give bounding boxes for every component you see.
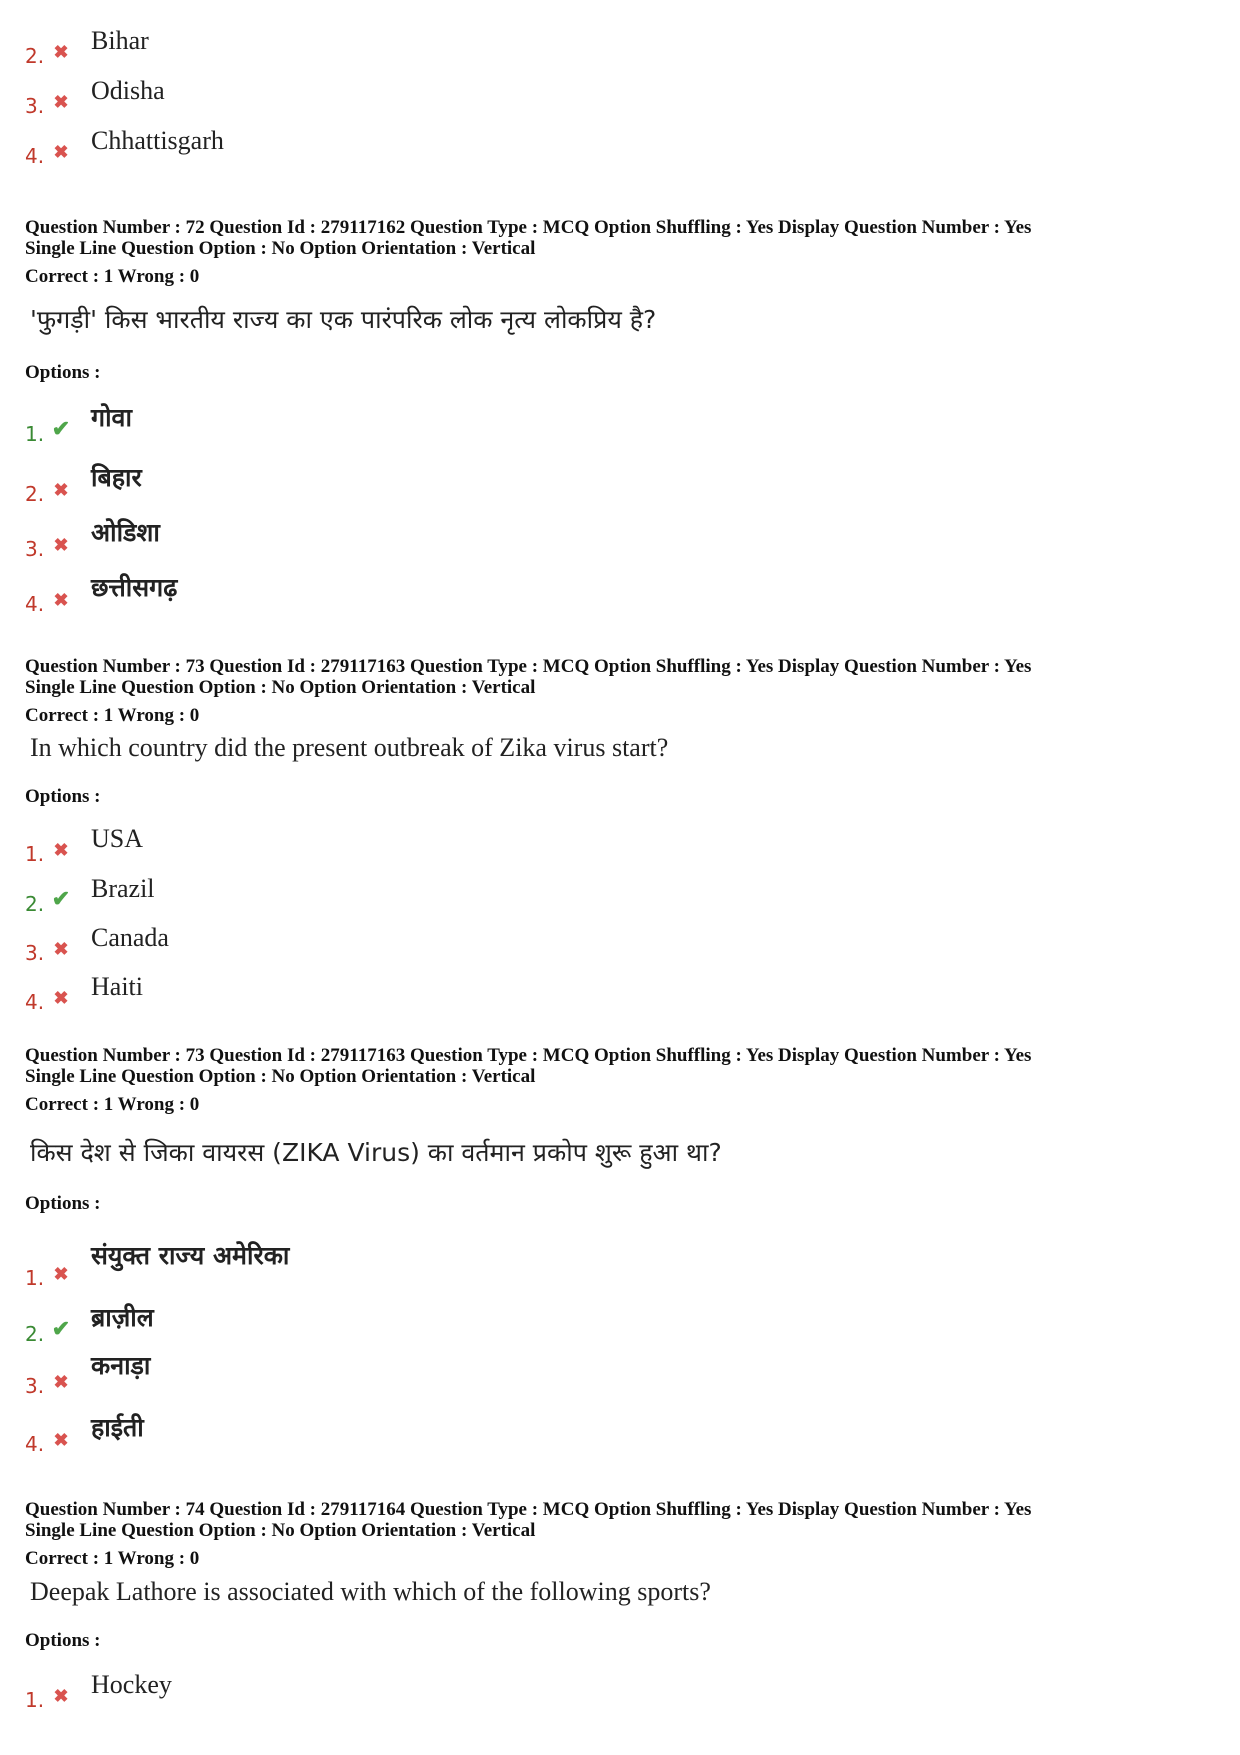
score-line: Correct : 1 Wrong : 0 [25,705,200,726]
question-meta-line: Single Line Question Option : No Option Orientation : Vertical [25,238,536,259]
option-text: Bihar [91,26,149,55]
option-text: कनाड़ा [91,1351,151,1380]
option-text: ओडिशा [91,518,160,547]
option-row [25,70,165,118]
option-row [25,513,160,561]
score-line: Correct : 1 Wrong : 0 [25,1094,200,1115]
question-meta-line: Single Line Question Option : No Option Orientation : Vertical [25,677,536,698]
option-row [25,868,155,916]
option-row [25,1241,290,1290]
cross-icon: ✖ [53,1372,69,1393]
question-text: किस देश से जिका वायरस (ZIKA Virus) का वर्तमान प्रकोप शुरू हुआ था? [30,1138,722,1167]
cross-icon: ✖ [53,988,69,1009]
option-row [25,120,224,168]
options-label: Options : [25,362,101,383]
question-meta-line: Question Number : 73 Question Id : 279117163 Question Type : MCQ Option Shuffling : Yes Display Question Number : Yes [25,1045,1032,1066]
option-row [25,1350,151,1398]
option-number: 2. [25,1322,45,1346]
cross-icon: ✖ [53,142,69,163]
option-text: Odisha [91,76,165,105]
option-text: Hockey [91,1670,172,1699]
option-row [25,818,144,866]
option-number: 4. [25,592,45,616]
question-meta-line: Question Number : 73 Question Id : 279117163 Question Type : MCQ Option Shuffling : Yes Display Question Number : Yes [25,656,1032,677]
options-label: Options : [25,1630,101,1651]
score-line: Correct : 1 Wrong : 0 [25,1548,200,1569]
option-number: 4. [25,144,45,168]
cross-icon: ✖ [53,535,69,556]
cross-icon: ✖ [53,590,69,611]
option-number: 3. [25,94,45,118]
option-row [25,458,142,506]
option-number: 1. [25,1688,45,1712]
question-text: 'फुगड़ी' किस भारतीय राज्य का एक पारंपरिक लोक नृत्य लोकप्रिय है? [30,305,657,334]
question-meta-line: Question Number : 72 Question Id : 279117162 Question Type : MCQ Option Shuffling : Yes Display Question Number : Yes [25,217,1032,238]
option-text: हाईती [91,1413,144,1442]
cross-icon: ✖ [53,939,69,960]
cross-icon: ✖ [53,840,69,861]
check-icon: ✔ [51,416,71,442]
question-meta-line: Question Number : 74 Question Id : 279117164 Question Type : MCQ Option Shuffling : Yes Display Question Number : Yes [25,1499,1032,1520]
option-row [25,398,132,446]
check-icon: ✔ [51,886,71,912]
question-meta-line: Single Line Question Option : No Option Orientation : Vertical [25,1066,536,1087]
option-number: 1. [25,1266,45,1290]
option-text: Haiti [91,972,143,1001]
option-number: 1. [25,422,45,446]
option-number: 3. [25,537,45,561]
option-text: गोवा [91,403,132,432]
option-number: 4. [25,990,45,1014]
question-text: In which country did the present outbreak of Zika virus start? [30,733,669,762]
cross-icon: ✖ [53,1264,69,1285]
option-text: USA [91,824,144,853]
option-row [25,1664,172,1712]
option-row [25,917,169,965]
question-meta-line: Single Line Question Option : No Option Orientation : Vertical [25,1520,536,1541]
option-text: Chhattisgarh [91,126,224,155]
option-row [25,966,143,1014]
option-number: 2. [25,482,45,506]
option-text: बिहार [91,463,142,492]
option-row [25,1298,154,1346]
cross-icon: ✖ [53,1686,69,1707]
cross-icon: ✖ [53,480,69,501]
option-text: ब्राज़ील [91,1303,154,1332]
option-text: संयुक्त राज्य अमेरिका [91,1241,290,1270]
cross-icon: ✖ [53,92,69,113]
question-text: Deepak Lathore is associated with which of the following sports? [30,1577,711,1606]
option-number: 4. [25,1432,45,1456]
cross-icon: ✖ [53,42,69,63]
option-number: 2. [25,892,45,916]
option-row [25,568,178,616]
option-text: Canada [91,923,169,952]
check-icon: ✔ [51,1316,71,1342]
option-number: 2. [25,44,45,68]
option-row [25,20,149,68]
option-number: 3. [25,1374,45,1398]
options-label: Options : [25,1193,101,1214]
option-number: 1. [25,842,45,866]
option-text: छत्तीसगढ़ [91,573,178,602]
option-row [25,1408,144,1456]
option-number: 3. [25,941,45,965]
options-label: Options : [25,786,101,807]
option-text: Brazil [91,874,155,903]
cross-icon: ✖ [53,1430,69,1451]
score-line: Correct : 1 Wrong : 0 [25,266,200,287]
